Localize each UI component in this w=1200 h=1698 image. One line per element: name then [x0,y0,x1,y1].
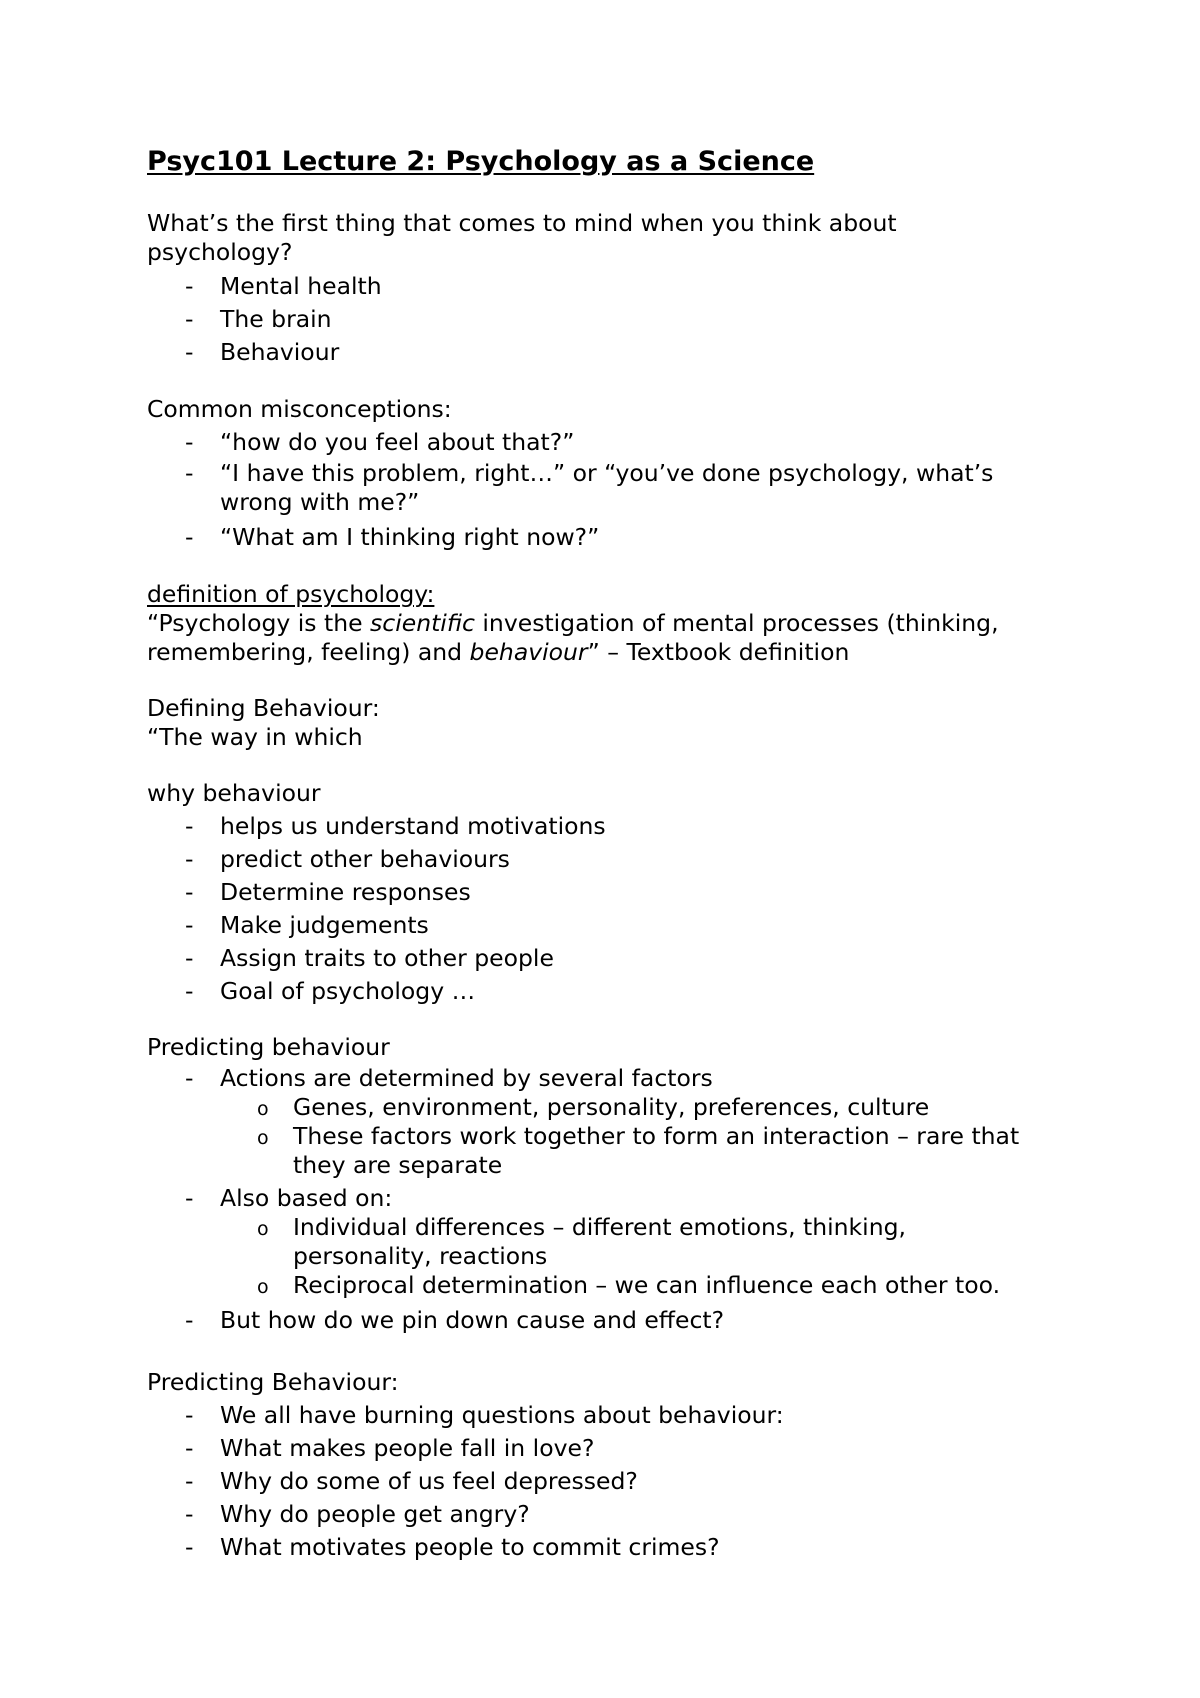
misconceptions-heading: Common misconceptions: [147,395,452,423]
list-item: - What makes people fall in love? [147,1432,784,1465]
dash-bullet: - [185,272,194,300]
list-item: - Actions are determined by several factors [185,1064,713,1092]
circle-bullet: o [257,1218,269,1240]
dash-bullet: - [185,1467,194,1495]
list-item: - What motivates people to commit crimes? [147,1531,784,1564]
list-item: - Mental health [147,270,382,303]
list-item: - “how do you feel about that?” [147,426,1047,459]
circle-bullet: o [257,1098,269,1120]
circle-bullet: o [257,1276,269,1298]
dash-bullet: - [185,305,194,333]
dash-bullet: - [185,911,194,939]
misconceptions-list [147,426,1047,554]
dash-bullet: - [185,878,194,906]
intro-list [147,270,382,369]
sub-list-item: o Genes, environment, personality, preferences, culture [147,1093,1077,1122]
list-item: - predict other behaviours [147,843,606,876]
sub-list-item: o Reciprocal determination – we can influence each other too. [147,1271,1077,1304]
dash-bullet: - [185,1184,194,1212]
list-item: - helps us understand motivations [147,810,606,843]
list-item: - Make judgements [147,909,606,942]
why-behaviour-list [147,810,606,1008]
list-item: - Determine responses [147,876,606,909]
circle-bullet: o [257,1127,269,1149]
list-item: - We all have burning questions about behaviour: [147,1399,784,1432]
dash-bullet: - [185,1500,194,1528]
dash-bullet: - [185,812,194,840]
predicting-behaviour-list [147,1399,784,1564]
why-behaviour-heading: why behaviour [147,779,321,807]
predicting-heading: Predicting behaviour [147,1033,390,1061]
dash-bullet: - [185,428,194,456]
list-item: - Why do people get angry? [147,1498,784,1531]
dash-bullet: - [185,977,194,1005]
predicting-behaviour-heading: Predicting Behaviour: [147,1368,399,1396]
list-item: - “What am I thinking right now?” [147,521,1047,554]
dash-bullet: - [185,944,194,972]
dash-bullet: - [185,338,194,366]
dash-bullet: - [185,1306,194,1334]
dash-bullet: - [185,1434,194,1462]
list-item: - Assign traits to other people [147,942,606,975]
dash-bullet: - [185,523,194,551]
dash-bullet: - [185,1533,194,1561]
dash-bullet: - [185,459,194,487]
dash-bullet: - [185,1064,194,1092]
sub-list-item: o Individual differences – different emotions, thinking, personality, reactions [257,1213,906,1270]
definition-text: “Psychology is the scientific investigation of mental processes (thinking, remembering, feeling) and behaviour” – Textbook definition [147,609,999,666]
list-item: - Behaviour [147,336,382,369]
list-item: - Also based on: [185,1184,393,1212]
dash-bullet: - [185,845,194,873]
sub-list-item: o These factors work together to form an interaction – rare that they are separate [257,1122,1020,1179]
intro-question: What’s the first thing that comes to mind when you think about psychology? [147,209,897,266]
dash-bullet: - [185,1401,194,1429]
list-item: - “I have this problem, right…” or “you’ve done psychology, what’s wrong with me?” [185,459,994,516]
list-item: - But how do we pin down cause and effect? [147,1304,1077,1337]
defining-behaviour-heading: Defining Behaviour: [147,694,380,722]
list-item: - Goal of psychology … [147,975,606,1008]
predicting-list [147,1064,1077,1337]
list-item: - Why do some of us feel depressed? [147,1465,784,1498]
definition-heading: definition of psychology: [147,580,435,608]
defining-behaviour-text: “The way in which [147,723,363,751]
document-title: Psyc101 Lecture 2: Psychology as a Science [147,146,815,177]
list-item: - The brain [147,303,382,336]
